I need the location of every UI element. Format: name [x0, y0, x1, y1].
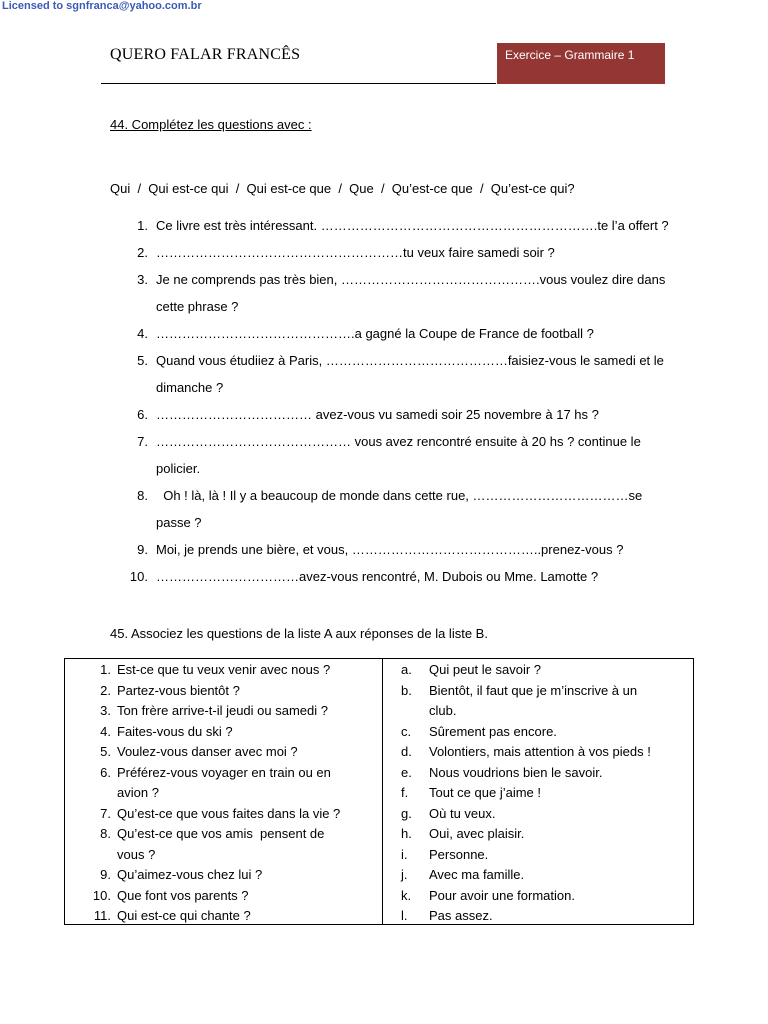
exercise-45-heading: 45. Associez les questions de la liste A aux réponses de la liste B.	[110, 626, 488, 641]
item-text-line: Ton frère arrive-t-il jeudi ou samedi ?	[117, 703, 328, 718]
item-text-line: avion ?	[117, 785, 159, 800]
exercise-44-item	[110, 536, 670, 563]
item-text-line: Qu’est-ce que vos amis pensent de	[117, 826, 325, 841]
item-number: k.	[401, 887, 412, 903]
exercise-44-item	[110, 401, 670, 428]
list-a-item	[89, 906, 371, 927]
exercise-44-item	[110, 320, 670, 347]
item-text-line: Quand vous étudiiez à Paris, ……………………………………faisiez-vous le samedi et le	[156, 353, 664, 368]
item-number: b.	[401, 682, 412, 698]
item-number: 1.	[137, 218, 148, 233]
item-text-line: Qu’est-ce que vous faites dans la vie ?	[117, 805, 341, 821]
item-number: i.	[401, 846, 408, 862]
item-text-line: Ce livre est très intéressant. ……………………………………………………….te l’a offert ?	[156, 218, 669, 233]
exercise-44-item	[110, 212, 670, 239]
item-number: l.	[401, 908, 408, 923]
item-text-line: ……………………………………… vous avez rencontré ensuite à 20 hs ? continue le	[156, 434, 641, 449]
item-number: j.	[401, 867, 408, 882]
exercise-44-item	[110, 428, 670, 482]
item-text-line: dimanche ?	[156, 380, 224, 395]
list-b-item	[401, 763, 686, 784]
item-text-line: Faites-vous du ski ?	[117, 723, 233, 739]
item-text-line: Sûrement pas encore.	[429, 723, 557, 739]
item-number: 9.	[137, 542, 148, 557]
item-number: a.	[401, 662, 412, 677]
exercise-44-heading: 44. Complétez les questions avec :	[110, 117, 312, 132]
license-notice: Licensed to sgnfranca@yahoo.com.br	[2, 0, 202, 12]
item-number: 1.	[100, 662, 111, 677]
exercise-44-item	[110, 347, 670, 401]
list-a-item	[89, 865, 371, 886]
item-text-line: club.	[429, 703, 457, 718]
item-number: 3.	[137, 272, 148, 287]
item-number: 2.	[100, 682, 111, 698]
list-b-item	[401, 824, 686, 845]
item-text-line: Volontiers, mais attention à vos pieds !	[429, 744, 651, 759]
item-number: 3.	[100, 703, 111, 718]
list-a-item	[89, 886, 371, 907]
item-number: 11.	[93, 908, 111, 923]
exercise-44-item	[110, 266, 670, 320]
title-underline	[101, 83, 496, 84]
list-b-item	[401, 783, 686, 804]
item-text-line: ……………………………… avez-vous vu samedi soir 25 novembre à 17 hs ?	[156, 407, 599, 422]
item-text-line: Est-ce que tu veux venir avec nous ?	[117, 662, 331, 677]
item-text-line: cette phrase ?	[156, 299, 239, 314]
list-b-item	[401, 845, 686, 866]
exercise-44-item	[110, 482, 670, 536]
list-a-item	[89, 660, 371, 681]
list-b-item	[401, 804, 686, 825]
item-number: f.	[401, 785, 409, 800]
item-text-line: Personne.	[429, 846, 489, 862]
list-a-item	[89, 681, 371, 702]
list-b-item	[401, 865, 686, 886]
item-text-line: …………………………………………………tu veux faire samedi soir ?	[156, 245, 555, 260]
list-b-item	[401, 742, 686, 763]
item-text-line: Que font vos parents ?	[117, 887, 249, 903]
item-text-line: Avec ma famille.	[429, 867, 525, 882]
item-number: 10.	[92, 887, 111, 903]
item-text-line: vous ?	[117, 846, 156, 862]
exercise-44-item	[110, 239, 670, 266]
item-text-line: ……………………………avez-vous rencontré, M. Dubois ou Mme. Lamotte ?	[156, 569, 599, 584]
matching-table	[64, 658, 694, 925]
item-number: 7.	[100, 805, 111, 821]
item-number: 10.	[129, 569, 148, 584]
item-number: h.	[401, 826, 412, 841]
item-number: 6.	[100, 764, 111, 780]
item-text-line: Préférez-vous voyager en train ou en	[117, 764, 331, 780]
list-b-item	[401, 681, 686, 722]
item-text-line: Qu’aimez-vous chez lui ?	[117, 867, 263, 882]
exercise-badge: Exercice – Grammaire 1	[497, 43, 665, 84]
exercise-44-item	[110, 563, 670, 590]
item-text-line: Oui, avec plaisir.	[429, 826, 525, 841]
item-text-line: Où tu veux.	[429, 805, 496, 821]
item-text-line: policier.	[156, 461, 201, 476]
item-text-line: Voulez-vous danser avec moi ?	[117, 744, 298, 759]
item-number: 5.	[100, 744, 111, 759]
item-number: e.	[401, 764, 412, 780]
item-text-line: Pas assez.	[429, 908, 493, 923]
item-text-line: Partez-vous bientôt ?	[117, 682, 240, 698]
column-divider	[382, 659, 383, 924]
exercise-44-list	[110, 212, 670, 590]
item-text-line: Moi, je prends une bière, et vous, ……………………………………..prenez-vous ?	[156, 542, 624, 557]
list-b-item	[401, 722, 686, 743]
list-b-answers	[401, 660, 686, 927]
item-text-line: Je ne comprends pas très bien, ……………………………………….vous voulez dire dans	[156, 272, 666, 287]
item-number: 2.	[137, 245, 148, 260]
list-a-item	[89, 824, 371, 865]
list-a-item	[89, 742, 371, 763]
item-text-line: Qui peut le savoir ?	[429, 662, 542, 677]
item-text-line: passe ?	[156, 515, 202, 530]
item-number: 9.	[100, 867, 111, 882]
item-number: d.	[401, 744, 412, 759]
item-text-line: Pour avoir une formation.	[429, 887, 575, 903]
item-number: 6.	[137, 407, 148, 422]
item-number: 4.	[137, 326, 148, 341]
item-text-line: Oh ! là, là ! Il y a beaucoup de monde dans cette rue, ………………………………se	[156, 488, 643, 503]
list-b-item	[401, 906, 686, 927]
list-b-item	[401, 660, 686, 681]
item-text-line: ……………………………………….a gagné la Coupe de France de football ?	[156, 326, 594, 341]
item-number: 8.	[137, 488, 148, 503]
list-a-item	[89, 722, 371, 743]
item-number: g.	[401, 805, 412, 821]
item-number: 7.	[137, 434, 148, 449]
item-number: 4.	[100, 723, 111, 739]
item-text-line: Qui est-ce qui chante ?	[117, 908, 251, 923]
document-title: QUERO FALAR FRANCÊS	[110, 46, 301, 63]
exercise-44-choices: Qui / Qui est-ce qui / Qui est-ce que / Que / Qu’est-ce que / Qu’est-ce qui?	[110, 181, 575, 196]
item-text-line: Tout ce que j’aime !	[429, 785, 542, 800]
item-number: 8.	[100, 826, 111, 841]
list-a-questions	[89, 660, 371, 927]
item-number: c.	[401, 723, 412, 739]
item-text-line: Nous voudrions bien le savoir.	[429, 764, 603, 780]
list-b-item	[401, 886, 686, 907]
list-a-item	[89, 804, 371, 825]
list-a-item	[89, 701, 371, 722]
item-text-line: Bientôt, il faut que je m’inscrive à un	[429, 682, 638, 698]
item-number: 5.	[137, 353, 148, 368]
list-a-item	[89, 763, 371, 804]
